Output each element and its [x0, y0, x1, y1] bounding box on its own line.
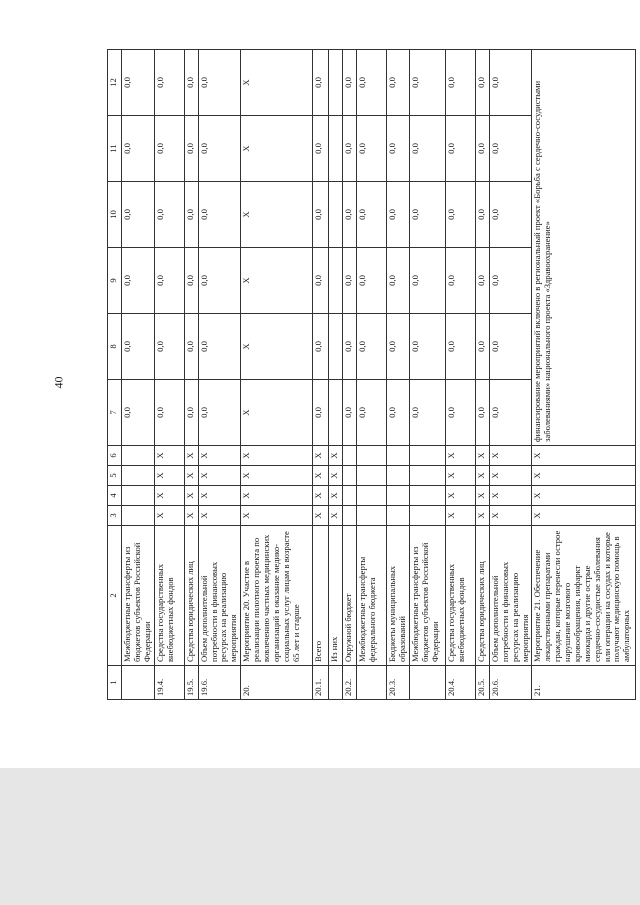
table-cell: 0,0: [387, 314, 410, 380]
table-header: [108, 50, 122, 700]
table-cell: 0,0: [198, 116, 241, 182]
table-cell: X: [329, 506, 343, 526]
table-row: [329, 50, 343, 700]
table-cell: [343, 486, 357, 506]
col-header: 3: [108, 506, 122, 526]
table-cell: X: [475, 446, 489, 466]
table-cell: [387, 506, 410, 526]
col-header: 7: [108, 380, 122, 446]
table-cell: X: [198, 506, 241, 526]
row-number: 19.5.: [184, 666, 198, 700]
table-cell: [122, 486, 155, 506]
row-name: Всего: [313, 526, 329, 666]
row-number: 20.2.: [343, 666, 357, 700]
table-row: [313, 50, 329, 700]
table-cell: 0,0: [489, 182, 532, 248]
table-cell: 0,0: [409, 50, 445, 116]
table-cell: X: [329, 486, 343, 506]
table-cell: 0,0: [343, 380, 357, 446]
table-row: [475, 50, 489, 700]
table-body: [122, 50, 636, 700]
table-cell: 0,0: [357, 248, 387, 314]
row-name: Объем дополнительной потребности в финансовых ресурсах на реализацию мероприятия: [198, 526, 241, 666]
table-cell: X: [475, 466, 489, 486]
col-header: 1: [108, 666, 122, 700]
table-cell: X: [241, 50, 313, 116]
table-cell: [329, 50, 343, 116]
table-cell: 0,0: [445, 182, 475, 248]
table-cell: X: [241, 314, 313, 380]
table-cell: X: [532, 486, 636, 506]
table-cell: X: [445, 466, 475, 486]
row-name: Объем дополнительной потребности в финансовых ресурсах на реализацию мероприятия: [489, 526, 532, 666]
table-row: [122, 50, 155, 700]
table-cell: 0,0: [387, 116, 410, 182]
table-cell: [409, 446, 445, 466]
table-cell: 0,0: [387, 50, 410, 116]
row-name: Окружной бюджет: [343, 526, 357, 666]
page-number: 40: [51, 376, 66, 389]
row-number: 20.5.: [475, 666, 489, 700]
table-cell: 0,0: [475, 248, 489, 314]
table-cell: 0,0: [198, 380, 241, 446]
table-cell: 0,0: [313, 314, 329, 380]
table-cell: X: [154, 466, 184, 486]
table-cell: X: [475, 506, 489, 526]
table-cell: 0,0: [409, 314, 445, 380]
table-cell: 0,0: [445, 314, 475, 380]
table-row: [489, 50, 532, 700]
row-number: 20.1.: [313, 666, 329, 700]
row-number: 20.3.: [387, 666, 410, 700]
table-cell: X: [184, 466, 198, 486]
table-cell: 0,0: [122, 248, 155, 314]
table-cell: X: [241, 446, 313, 466]
table-cell: [343, 506, 357, 526]
table-cell: X: [532, 466, 636, 486]
table-cell: 0,0: [475, 116, 489, 182]
table-cell: 0,0: [313, 248, 329, 314]
table-cell: [329, 380, 343, 446]
col-header: 10: [108, 182, 122, 248]
table-cell: [357, 446, 387, 466]
table-cell: [357, 466, 387, 486]
table-cell: 0,0: [184, 116, 198, 182]
table-cell: [343, 446, 357, 466]
table-cell: X: [329, 446, 343, 466]
table-cell: 0,0: [198, 50, 241, 116]
table-cell: 0,0: [122, 50, 155, 116]
table-row: [357, 50, 387, 700]
table-cell: 0,0: [313, 182, 329, 248]
table-cell: X: [329, 466, 343, 486]
table-cell: 0,0: [154, 314, 184, 380]
table-cell: X: [445, 446, 475, 466]
row-number: [409, 666, 445, 700]
row-name: Средства юридических лиц: [184, 526, 198, 666]
table-cell: X: [313, 446, 329, 466]
table-cell: 0,0: [343, 248, 357, 314]
table-cell: X: [154, 506, 184, 526]
table-cell: 0,0: [489, 314, 532, 380]
table-cell: 0,0: [445, 116, 475, 182]
table-cell: 0,0: [357, 314, 387, 380]
table-cell: 0,0: [445, 380, 475, 446]
table-cell: 0,0: [184, 248, 198, 314]
table-cell: 0,0: [122, 314, 155, 380]
table-cell: 0,0: [489, 380, 532, 446]
table-cell: 0,0: [154, 116, 184, 182]
table-cell: [329, 116, 343, 182]
row-name: Межбюджетные трансферты из бюджетов субъектов Российской Федерации: [409, 526, 445, 666]
table-cell: 0,0: [154, 50, 184, 116]
table-row: [241, 50, 313, 700]
table-row: [445, 50, 475, 700]
table-cell: 0,0: [154, 182, 184, 248]
scan-background: [0, 768, 640, 905]
row-number: [357, 666, 387, 700]
row-name: Мероприятие 21. Обеспечение лекарственными препаратами граждан, которые перенесли острое нарушение мозгового кровообращения, инфаркт миокарда и другие острые сердечно-сосудистые заболевания или операции на сосудах и которые получают медицинскую помощь в амбулаторных: [532, 526, 636, 666]
table-cell: [343, 466, 357, 486]
table-cell: 0,0: [445, 50, 475, 116]
col-header: 8: [108, 314, 122, 380]
table-cell: X: [198, 486, 241, 506]
table-cell: 0,0: [184, 314, 198, 380]
table-cell: 0,0: [475, 314, 489, 380]
table-cell: [329, 314, 343, 380]
table-cell: [122, 446, 155, 466]
table-cell: 0,0: [122, 182, 155, 248]
table-cell: X: [184, 506, 198, 526]
table-cell: X: [241, 248, 313, 314]
table-cell: X: [532, 446, 636, 466]
finance-table: [107, 49, 636, 700]
table-cell: X: [241, 380, 313, 446]
table-cell: 0,0: [357, 116, 387, 182]
table-cell: 0,0: [387, 248, 410, 314]
table-cell: 0,0: [122, 380, 155, 446]
col-header: 9: [108, 248, 122, 314]
table-cell: [387, 446, 410, 466]
col-header: 2: [108, 526, 122, 666]
table-row: [387, 50, 410, 700]
table-row: [532, 50, 636, 700]
table-cell: 0,0: [475, 182, 489, 248]
table-cell: 0,0: [184, 50, 198, 116]
table-cell: X: [445, 506, 475, 526]
table-cell: [387, 486, 410, 506]
table-cell: X: [532, 506, 636, 526]
table-cell: X: [489, 486, 532, 506]
table-cell: 0,0: [313, 50, 329, 116]
table-cell: 0,0: [313, 380, 329, 446]
table-cell: 0,0: [489, 50, 532, 116]
table-row: [409, 50, 445, 700]
table-cell: 0,0: [184, 182, 198, 248]
table-cell: 0,0: [343, 182, 357, 248]
row-number: 19.6.: [198, 666, 241, 700]
row-number: [329, 666, 343, 700]
row-name: Средства юридических лиц: [475, 526, 489, 666]
row-name: Межбюджетные трансферты федерального бюджета: [357, 526, 387, 666]
table-cell: X: [154, 446, 184, 466]
table-cell: X: [241, 506, 313, 526]
table-cell: 0,0: [409, 116, 445, 182]
row-name: Средства государственных внебюджетных фондов: [445, 526, 475, 666]
row-name: Межбюджетные трансферты из бюджетов субъектов Российской Федерации: [122, 526, 155, 666]
table-cell: 0,0: [198, 314, 241, 380]
table-cell: [409, 506, 445, 526]
rotated-table: [107, 50, 632, 700]
table-cell: X: [241, 466, 313, 486]
table-cell: X: [489, 506, 532, 526]
table-row: [154, 50, 184, 700]
table-container: [107, 50, 632, 700]
table-cell: X: [241, 486, 313, 506]
row-name: Из них: [329, 526, 343, 666]
table-cell: 0,0: [154, 248, 184, 314]
table-cell: 0,0: [184, 380, 198, 446]
table-cell: X: [475, 486, 489, 506]
table-cell: X: [241, 182, 313, 248]
table-cell: [409, 486, 445, 506]
row-number: 20.6.: [489, 666, 532, 700]
table-row: [184, 50, 198, 700]
table-cell: X: [445, 486, 475, 506]
table-cell: 0,0: [409, 182, 445, 248]
table-cell: 0,0: [357, 50, 387, 116]
row-name: Бюджеты муниципальных образований: [387, 526, 410, 666]
row-name: Средства государственных внебюджетных фондов: [154, 526, 184, 666]
table-cell: [409, 466, 445, 486]
col-header: 5: [108, 466, 122, 486]
table-cell: [387, 466, 410, 486]
row-number: 20.: [241, 666, 313, 700]
col-header: 4: [108, 486, 122, 506]
col-header: 12: [108, 50, 122, 116]
table-cell: X: [489, 446, 532, 466]
table-cell: 0,0: [313, 116, 329, 182]
table-cell: 0,0: [343, 314, 357, 380]
table-cell: X: [198, 466, 241, 486]
table-cell: 0,0: [343, 116, 357, 182]
col-header: 6: [108, 446, 122, 466]
table-cell: 0,0: [122, 116, 155, 182]
table-cell: 0,0: [357, 182, 387, 248]
table-row: [343, 50, 357, 700]
table-cell: X: [184, 446, 198, 466]
table-cell: 0,0: [343, 50, 357, 116]
table-cell: [329, 248, 343, 314]
table-row: [198, 50, 241, 700]
table-cell: 0,0: [387, 182, 410, 248]
row-number: [122, 666, 155, 700]
row-name: Мероприятие 20. Участие в реализации пилотного проекта по вовлечению частных медицинских организаций в оказание медико-социальных услуг лицам в возрасте 65 лет и старше: [241, 526, 313, 666]
table-cell: [329, 182, 343, 248]
table-cell: 0,0: [489, 116, 532, 182]
table-cell: 0,0: [198, 182, 241, 248]
table-cell: X: [184, 486, 198, 506]
table-cell: 0,0: [409, 380, 445, 446]
table-cell: [122, 466, 155, 486]
table-cell: [122, 506, 155, 526]
col-header: 11: [108, 116, 122, 182]
table-cell: X: [313, 506, 329, 526]
table-cell: [357, 506, 387, 526]
table-cell: X: [198, 446, 241, 466]
row-number: 20.4.: [445, 666, 475, 700]
table-cell: 0,0: [357, 380, 387, 446]
table-cell: 0,0: [475, 50, 489, 116]
table-cell: X: [313, 466, 329, 486]
table-cell: 0,0: [475, 380, 489, 446]
table-cell: X: [154, 486, 184, 506]
table-cell: 0,0: [445, 248, 475, 314]
table-cell: X: [313, 486, 329, 506]
table-cell: 0,0: [154, 380, 184, 446]
table-cell: 0,0: [489, 248, 532, 314]
row-number: 21.: [532, 666, 636, 700]
table-cell: 0,0: [409, 248, 445, 314]
table-cell: X: [241, 116, 313, 182]
table-cell: 0,0: [198, 248, 241, 314]
table-cell: X: [489, 466, 532, 486]
financing-note: финансирование мероприятий включено в региональный проект «Борьба с сердечно-сосудистыми заболеваниями» национального проекта «Здравоохранение»: [532, 50, 636, 446]
row-number: 19.4.: [154, 666, 184, 700]
table-cell: 0,0: [387, 380, 410, 446]
table-cell: [357, 486, 387, 506]
